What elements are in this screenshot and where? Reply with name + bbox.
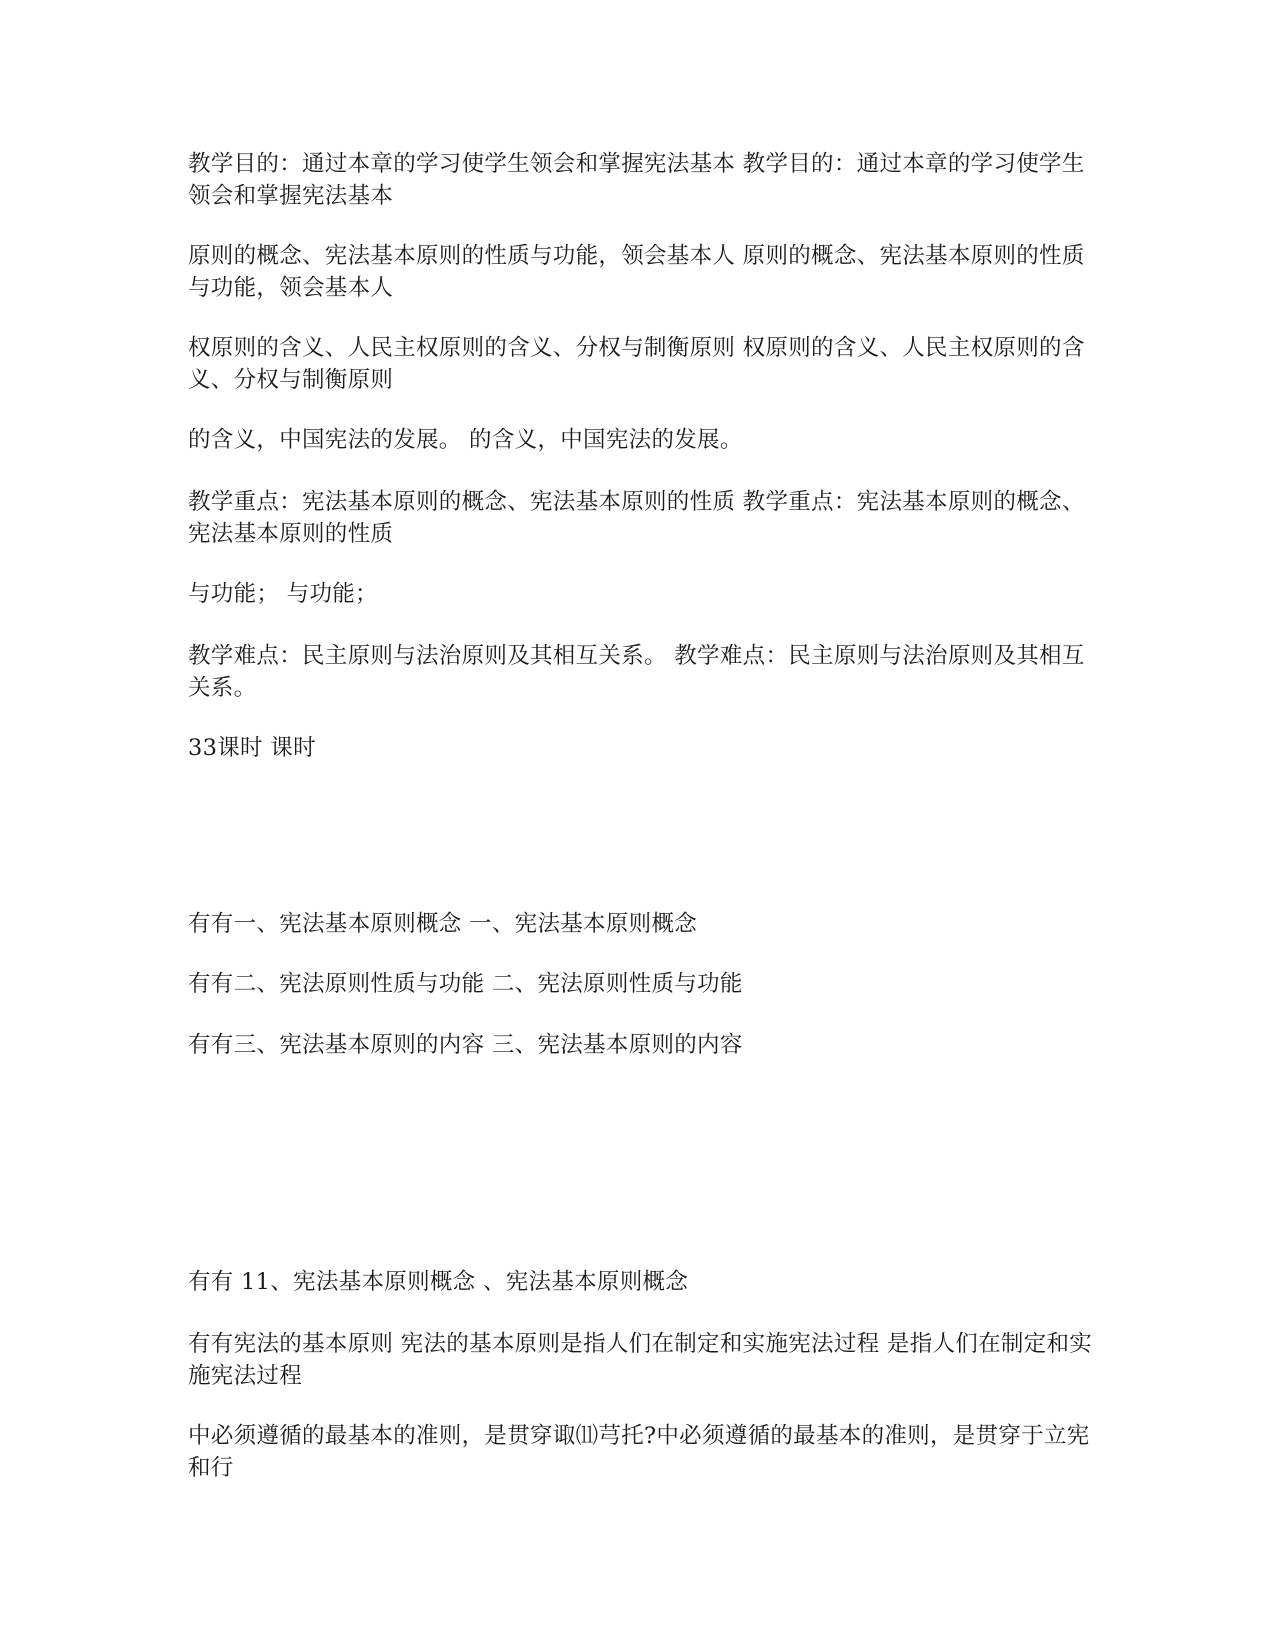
- paragraph-teaching-objective-2: 原则的概念、宪法基本原则的性质与功能，领会基本人 原则的概念、宪法基本原则的性质与功能，领会基本人: [188, 243, 1085, 301]
- paragraph-definition-2: 中必须遵循的最基本的准则，是贯穿诹⑾芎托?中必须遵循的最基本的准则，是贯穿于立宪和行: [188, 1423, 1090, 1481]
- outline-item-2: 有有二、宪法原则性质与功能 二、宪法原则性质与功能: [188, 971, 743, 997]
- paragraph-teaching-objective-4: 的含义，中国宪法的发展。 的含义，中国宪法的发展。: [188, 427, 743, 453]
- paragraph-definition-1: 有有宪法的基本原则 宪法的基本原则是指人们在制定和实施宪法过程 是指人们在制定和实施宪法过程: [188, 1331, 1093, 1389]
- paragraph-teaching-focus-1: 教学重点：宪法基本原则的概念、宪法基本原则的性质 教学重点：宪法基本原则的概念、宪法基本原则的性质: [188, 489, 1085, 547]
- paragraph-teaching-objective-1: 教学目的：通过本章的学习使学生领会和掌握宪法基本 教学目的：通过本章的学习使学生领会和掌握宪法基本: [188, 151, 1085, 209]
- paragraph-teaching-focus-2: 与功能； 与功能；: [188, 581, 378, 607]
- paragraph-teaching-difficulty: 教学难点：民主原则与法治原则及其相互关系。 教学难点：民主原则与法治原则及其相互关系。: [188, 643, 1085, 701]
- outline-item-3: 有有三、宪法基本原则的内容 三、宪法基本原则的内容: [188, 1032, 743, 1058]
- paragraph-teaching-objective-3: 权原则的含义、人民主权原则的含义、分权与制衡原则 权原则的含义、人民主权原则的含义、分权与制衡原则: [188, 335, 1085, 393]
- paragraph-class-hours: 33课时 课时: [188, 735, 316, 761]
- outline-item-1: 有有一、宪法基本原则概念 一、宪法基本原则概念: [188, 911, 698, 937]
- section-heading-concept: 有有 11、宪法基本原则概念 、宪法基本原则概念: [188, 1269, 689, 1295]
